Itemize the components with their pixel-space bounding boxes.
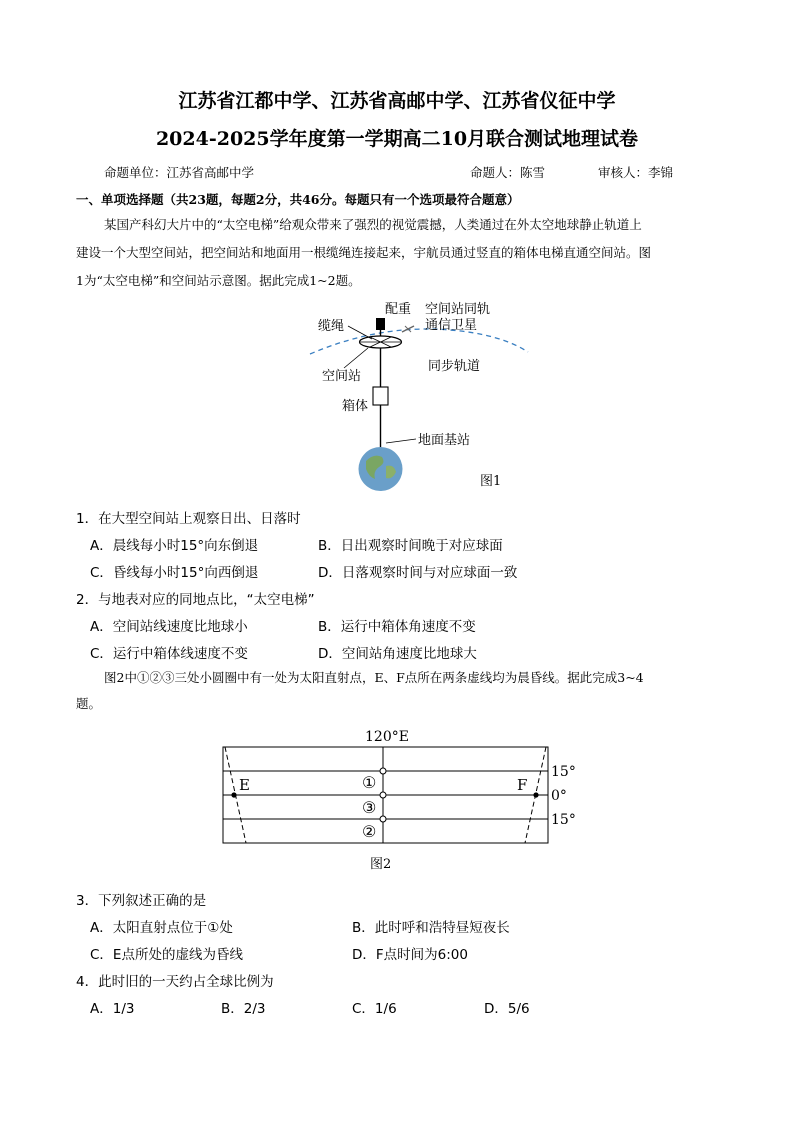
- passage1-line1: 某国产科幻大片中的“太空电梯”给观众带来了强烈的视觉震撼，人类通过在外太空地球静止轨道上: [104, 217, 642, 232]
- figure1-caption: 图1: [480, 474, 502, 489]
- point-e-dot: [231, 792, 236, 797]
- q4-stem: 4．此时旧的一天约占全球比例为: [76, 974, 274, 990]
- q1-option-c[interactable]: C．昏线每小时15°向西倒退: [90, 565, 259, 581]
- q3-option-b[interactable]: B．此时呼和浩特昼短夜长: [352, 920, 510, 936]
- circle-marker-2: [380, 816, 386, 822]
- exam-author: 命题人：陈雪: [470, 165, 546, 180]
- q4-option-c[interactable]: C．1/6: [352, 1001, 397, 1017]
- figure2-terminator-diagram: [215, 722, 585, 877]
- q1-option-d[interactable]: D．日落观察时间与对应球面一致: [318, 565, 518, 581]
- elevator-box: [373, 387, 388, 405]
- label-lat-bottom: 15°: [551, 812, 576, 828]
- label-circle-2: ②: [362, 822, 377, 841]
- label-orbit: 同步轨道: [428, 359, 481, 374]
- label-120e: 120°E: [365, 729, 409, 745]
- passage1-line3: 1为“太空电梯”和空间站示意图。据此完成1~2题。: [76, 273, 361, 288]
- section-heading: 一、单项选择题（共23题，每题2分，共46分。每题只有一个选项最符合题意）: [76, 192, 520, 207]
- q2-option-a[interactable]: A．空间站线速度比地球小: [90, 619, 248, 635]
- q4-option-d[interactable]: D．5/6: [484, 1001, 530, 1017]
- label-counterweight: 配重: [385, 302, 412, 317]
- exam-unit: 命题单位：江苏省高邮中学: [104, 165, 255, 180]
- earth-shape: [359, 447, 403, 491]
- exam-title-line2: 2024-2025学年度第一学期高二10月联合测试地理试卷: [155, 128, 639, 150]
- q2-stem: 2．与地表对应的同地点比，“太空电梯”: [76, 592, 315, 608]
- label-satellite-2: 通信卫星: [425, 318, 478, 333]
- label-lat-top: 15°: [551, 764, 576, 780]
- q4-option-a[interactable]: A．1/3: [90, 1001, 135, 1017]
- passage2-line1: 图2中①②③三处小圆圈中有一处为太阳直射点，E、F点所在两条虚线均为晨昏线。据此完成3~4: [104, 670, 644, 685]
- passage1-line2: 建设一个大型空间站，把空间站和地面用一根缆绳连接起来，宇航员通过竖直的箱体电梯直通空间站。图: [76, 245, 652, 260]
- passage2-line2: 题。: [76, 696, 102, 711]
- exam-reviewer: 审核人：李锦: [598, 165, 674, 180]
- q2-option-b[interactable]: B．运行中箱体角速度不变: [318, 619, 476, 635]
- q1-option-a[interactable]: A．晨线每小时15°向东倒退: [90, 538, 259, 554]
- q3-option-c[interactable]: C．E点所处的虚线为昏线: [90, 947, 243, 963]
- counterweight-block: [376, 318, 385, 330]
- label-ground: 地面基站: [418, 433, 471, 448]
- label-circle-1: ①: [362, 773, 377, 792]
- circle-marker-3: [380, 792, 386, 798]
- q4-option-b[interactable]: B．2/3: [221, 1001, 266, 1017]
- label-f: F: [517, 776, 528, 794]
- label-cable: 缆绳: [318, 319, 345, 334]
- q2-option-c[interactable]: C．运行中箱体线速度不变: [90, 646, 248, 662]
- figure1-space-elevator: [300, 296, 530, 501]
- figure2-caption: 图2: [370, 857, 392, 872]
- q2-option-d[interactable]: D．空间站角速度比地球大: [318, 646, 477, 662]
- label-circle-3: ③: [362, 798, 377, 817]
- label-lat-mid: 0°: [551, 788, 567, 804]
- q3-option-d[interactable]: D．F点时间为6:00: [352, 947, 468, 963]
- circle-marker-1: [380, 768, 386, 774]
- q1-option-b[interactable]: B．日出观察时间晚于对应球面: [318, 538, 503, 554]
- exam-title-line1: 江苏省江都中学、江苏省高邮中学、江苏省仪征中学: [178, 90, 616, 112]
- label-box: 箱体: [342, 399, 369, 414]
- q3-stem: 3．下列叙述正确的是: [76, 893, 207, 909]
- point-f-dot: [533, 792, 538, 797]
- satellite-icon: [402, 326, 414, 332]
- label-e: E: [239, 776, 250, 794]
- label-station: 空间站: [322, 369, 362, 384]
- q1-stem: 1．在大型空间站上观察日出、日落时: [76, 511, 301, 527]
- label-satellite-1: 空间站同轨: [425, 302, 491, 317]
- q3-option-a[interactable]: A．太阳直射点位于①处: [90, 920, 233, 936]
